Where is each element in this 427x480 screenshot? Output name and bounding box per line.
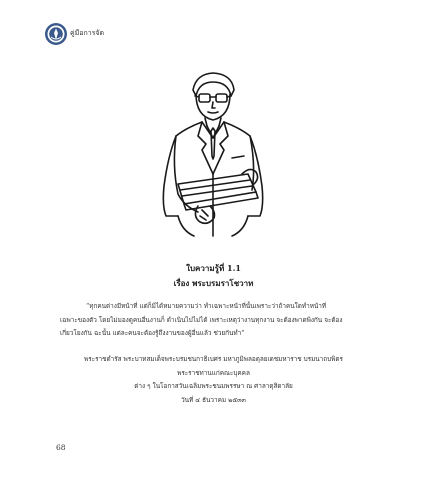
header-title: คู่มือการจัด [70,29,105,37]
worksheet-number: ใบความรู้ที่ 1.1 [186,263,241,273]
source-line: พระราชทานแก่คณะบุคคล [177,368,250,377]
quote-line: “ทุกคนต่างมีหน้าที่ แต่ก็มิได้หมายความว่า ทำเฉพาะหน้าที่นั้นเพราะว่าถ้าคนใดทำหน้าที่ [86,302,327,310]
source-line: วันที่ ๔ ธันวาคม ๒๕๓๓ [181,395,246,404]
quote-line: เฉพาะของตัว โดยไม่มองดูคนอื่นงานก็ ดำเนินไปไม่ได้ เพราะเหตุว่างานทุกงาน จะต้องพาดพิงกัน จะต้อง [60,315,343,324]
man-holding-documents-illustration [138,66,288,242]
source-line: พระราชดำรัส พระบาทสมเด็จพระบรมชนกาธิเบศร มหาภูมิพลอดุลยเดชมหาราช บรมนาถบพิตร [84,355,343,363]
page-number: 68 [56,443,66,452]
worksheet-title: เรื่อง พระบรมราโชวาท [173,278,254,288]
quote-line: เกี่ยวโยงกัน ฉะนั้น แต่ละคนจะต้องรู้ถึงงานของผู้อื่นแล้ว ช่วยกันทำ” [60,329,245,337]
quote-source [0,353,427,407]
obec-emblem-icon [44,22,68,46]
royal-quote [60,300,370,341]
source-line: ต่าง ๆ ในโอกาสวันเฉลิมพระชนมพรรษา ณ ศาลาดุสิดาลัย [134,382,293,390]
